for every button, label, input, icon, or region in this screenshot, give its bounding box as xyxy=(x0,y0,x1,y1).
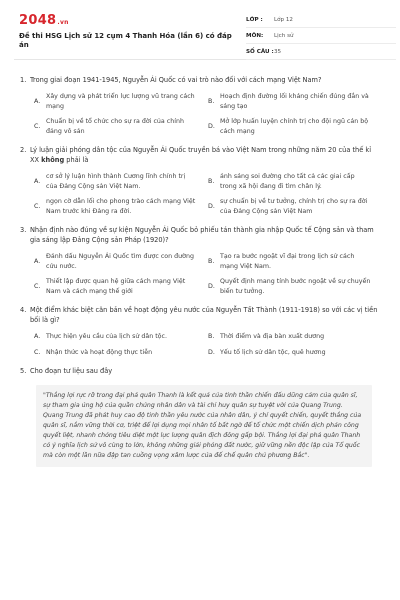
option-text: Yếu tố lịch sử dân tộc, quê hương xyxy=(220,348,326,356)
option-b[interactable] xyxy=(208,332,372,342)
option-c[interactable] xyxy=(34,348,198,358)
option-a[interactable] xyxy=(34,172,198,191)
option-text: Thiết lập được quan hệ giữa cách mạng Việt Nam và cách mạng thế giới xyxy=(46,278,186,295)
question-number: 4. xyxy=(20,306,27,314)
option-letter: A. xyxy=(34,177,41,185)
option-a[interactable] xyxy=(34,332,198,342)
option-c[interactable] xyxy=(34,117,198,136)
question-number: 2. xyxy=(20,146,27,154)
answer-options xyxy=(14,252,386,296)
meta-value: Lịch sử xyxy=(274,32,294,39)
emphasis-text: không xyxy=(41,156,65,164)
site-logo[interactable]: 2048.vn xyxy=(19,13,69,28)
question-text: Trong giai đoạn 1941-1945, Nguyễn Ái Quốc có vai trò nào đối với cách mạng Việt Nam? xyxy=(30,76,322,84)
meta-row-subject xyxy=(246,28,396,44)
option-letter: C. xyxy=(34,202,41,210)
document-meta xyxy=(246,12,396,60)
option-letter: C. xyxy=(34,282,41,290)
question-text: Lý luận giải phóng dân tộc của Nguyễn Ái Quốc truyền bá vào Việt Nam trong những năm 20 của thế kỉ XX không phải là xyxy=(30,146,372,164)
question-1 xyxy=(14,75,386,136)
meta-value: Lớp 12 xyxy=(274,16,293,23)
option-text: ánh sáng soi đường cho tất cả các giai cấp trong xã hội đang đi tìm chân lý. xyxy=(220,173,355,190)
question-text: Một điểm khác biệt căn bản về hoạt động yêu nước của Nguyễn Tất Thành (1911-1918) so với các vị tiền bối là gì? xyxy=(30,306,378,324)
option-letter: D. xyxy=(208,282,215,290)
question-3 xyxy=(14,225,386,296)
option-text: Xây dựng và phát triển lực lượng vũ trang cách mạng xyxy=(46,93,195,110)
option-d[interactable] xyxy=(208,348,372,358)
meta-key: MÔN: xyxy=(246,32,264,39)
option-d[interactable] xyxy=(208,117,372,136)
question-text: Cho đoạn tư liệu sau đây xyxy=(30,367,113,375)
option-text: Chuẩn bị về tổ chức cho sự ra đời của chính đảng vô sản xyxy=(46,118,184,135)
option-letter: B. xyxy=(208,177,215,185)
option-text: Đánh dấu Nguyễn Ái Quốc tìm được con đường cứu nước. xyxy=(46,253,194,270)
meta-key: SỐ CÂU : xyxy=(246,48,274,55)
meta-row-count xyxy=(246,44,396,60)
question-text: Nhận định nào đúng về sự kiện Nguyễn Ái Quốc bỏ phiếu tán thành gia nhập Quốc tế Cộng sản và tham gia sáng lập Đảng Cộng sản Pháp (1920)? xyxy=(30,226,374,244)
option-a[interactable] xyxy=(34,252,198,271)
meta-key: LỚP : xyxy=(246,16,263,23)
option-text: Quyết định mang tính bước ngoặt về sự chuyển biến tư tưởng. xyxy=(220,278,371,295)
option-letter: B. xyxy=(208,333,215,340)
option-b[interactable] xyxy=(208,252,372,271)
option-letter: D. xyxy=(208,348,215,356)
option-text: Thực hiện yêu cầu của lịch sử dân tộc. xyxy=(46,333,167,340)
option-letter: D. xyxy=(208,202,215,210)
question-2 xyxy=(14,145,386,216)
question-number: 1. xyxy=(20,76,27,84)
option-text: cơ sở lý luận hình thành Cương lĩnh chính trị của Đảng Cộng sản Việt Nam. xyxy=(46,173,186,190)
option-text: Nhận thức và hoạt động thực tiễn xyxy=(46,348,153,356)
option-letter: A. xyxy=(34,97,41,105)
meta-row-class xyxy=(246,12,396,28)
answer-options xyxy=(14,332,386,357)
question-4 xyxy=(14,305,386,357)
option-a[interactable] xyxy=(34,92,198,111)
option-letter: D. xyxy=(208,122,215,130)
question-number: 3. xyxy=(20,226,27,234)
answer-options xyxy=(14,92,386,136)
option-letter: B. xyxy=(208,97,215,105)
option-c[interactable] xyxy=(34,277,198,296)
option-c[interactable] xyxy=(34,197,198,216)
option-text: Thời điểm và địa bàn xuất dương xyxy=(220,333,325,340)
option-letter: A. xyxy=(34,333,41,340)
option-letter: A. xyxy=(34,257,41,265)
source-quote: "Thắng lợi rực rỡ trong đại phá quân Thanh là kết quả của tinh thần chiến đấu dũng cảm của quân sĩ, sự tham gia ủng hộ của quần chúng nhân dân và tài chỉ huy quân sự tuyệt vời của Quang Trung. Quang Trung đã phát huy cao độ tinh thần yêu nước của nhân dân, ý chí quyết chiến, quyết thắng của quân sĩ, nắm vững thời cơ, triệt để lợi dụng mọi nhân tố bất ngờ để tổ chức một chiến dịch phản công quyết liệt, nhanh chóng tiêu diệt một lực lượng quân địch đông gấp bội. Thắng lợi đại phá quân Thanh có ý nghĩa lịch sử vô cùng to lớn, không những giải phóng đất nước, giữ vững nền độc lập của Tổ quốc mà còn một lần nữa đập tan cuồng vọng xâm lược của đế chế quân chủ phương Bắc". xyxy=(36,385,372,467)
option-b[interactable] xyxy=(208,92,372,111)
meta-value: 35 xyxy=(274,48,282,55)
option-letter: C. xyxy=(34,348,41,356)
question-5 xyxy=(14,366,386,467)
page-header xyxy=(14,0,386,60)
option-d[interactable] xyxy=(208,197,372,216)
question-number: 5. xyxy=(20,367,27,375)
document-title: Đề thi HSG Lịch sử 12 cụm 4 Thanh Hóa (lần 6) có đáp án xyxy=(19,32,232,49)
option-text: Tạo ra bước ngoặt vĩ đại trong lịch sử cách mạng Việt Nam. xyxy=(220,253,355,270)
answer-options xyxy=(14,172,386,216)
option-letter: B. xyxy=(208,257,215,265)
option-text: Mở lớp huấn luyện chính trị cho đội ngũ cán bộ cách mạng xyxy=(220,118,369,135)
question-list xyxy=(0,66,400,467)
option-letter: C. xyxy=(34,122,41,130)
option-text: Hoạch định đường lối kháng chiến đúng đắn và sáng tạo xyxy=(220,93,369,110)
option-text: sự chuẩn bị về tư tưởng, chính trị cho sự ra đời của Đảng Cộng sản Việt Nam xyxy=(220,198,368,215)
option-b[interactable] xyxy=(208,172,372,191)
option-text: ngọn cờ dẫn lối cho phong trào cách mạng Việt Nam trước khi Đảng ra đời. xyxy=(46,198,196,215)
option-d[interactable] xyxy=(208,277,372,296)
